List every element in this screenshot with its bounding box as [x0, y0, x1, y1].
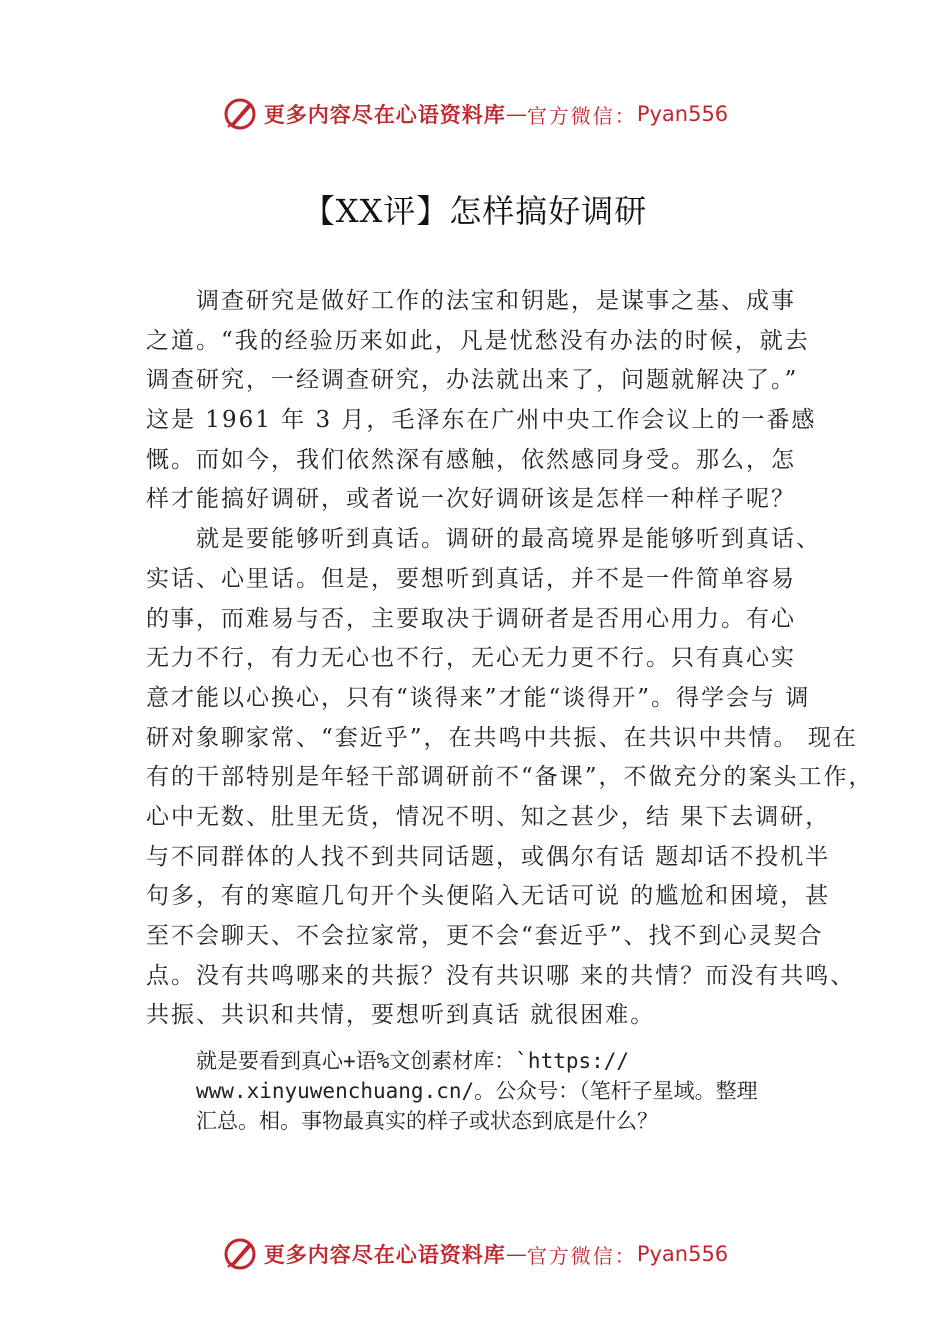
- footer-watermark: [0, 1236, 950, 1272]
- source-note: [146, 1046, 830, 1136]
- header-wechat-label: 官方微信：: [526, 103, 637, 128]
- quill-logo-icon: [222, 1236, 258, 1272]
- body-line: 点。没有共鸣哪来的共振？没有共识哪 来的共情？而没有共鸣、: [146, 962, 856, 989]
- mono-line: 汇总。相。事物最真实的样子或状态到底是什么？: [196, 1109, 658, 1134]
- footer-brand: 更多内容尽在心语资料库: [263, 1242, 506, 1267]
- document-title: 【XX评】怎样搞好调研: [302, 192, 648, 230]
- mono-line: www.xinyuwenchuang.cn/。公众号：（笔杆子星域。整理: [196, 1079, 758, 1104]
- body-line: 与不同群体的人找不到共同话题，或偶尔有话 题却话不投机半: [146, 843, 831, 870]
- body-line: 就是要能够听到真话。调研的最高境界是能够听到真话、: [196, 526, 821, 553]
- body-line: 调查研究是做好工作的法宝和钥匙，是谋事之基、成事: [196, 288, 796, 314]
- footer-separator: —: [505, 1242, 527, 1266]
- header-watermark: [0, 96, 950, 132]
- footer-wechat-label: 官方微信：: [526, 1243, 637, 1268]
- body-line: 实话、心里话。但是，要想听到真话，并不是一件简单容易: [146, 565, 796, 592]
- footer-handle: Pyan556: [636, 1242, 729, 1266]
- header-brand: 更多内容尽在心语资料库: [263, 102, 506, 127]
- quill-logo-icon: [222, 96, 258, 132]
- body-line: 句多，有的寒暄几句开个头便陷入无话可说 的尴尬和困境，甚: [146, 883, 831, 910]
- body-line: 研对象聊家常、“套近乎”，在共鸣中共振、在共识中共情。 现在: [146, 724, 858, 751]
- body-line: 调查研究，一经调查研究，办法就出来了，问题就解决了。”: [146, 367, 799, 394]
- body-line: 无力不行，有力无心也不行，无心无力更不行。只有真心实: [146, 645, 796, 672]
- body-line: 之道。“我的经验历来如此，凡是忧愁没有办法的时候，就去: [146, 327, 810, 354]
- body-line: 至不会聊天、不会拉家常，更不会“套近乎”、找不到心灵契合: [146, 923, 824, 949]
- header-handle: Pyan556: [636, 102, 729, 126]
- mono-line: 就是要看到真心+语%文创素材库：`https://: [196, 1049, 630, 1074]
- body-line: 样才能搞好调研，或者说一次好调研该是怎样一种样子呢？: [146, 486, 796, 513]
- header-separator: —: [505, 102, 527, 126]
- document-body: [146, 282, 874, 1136]
- body-line: 意才能以心换心，只有“谈得来”才能“谈得开”。得学会与 调: [146, 684, 811, 711]
- body-line: 这是 1961 年 3 月，毛泽东在广州中央工作会议上的一番感: [146, 407, 817, 434]
- body-line: 心中无数、肚里无货，情况不明、知之甚少，结 果下去调研，: [146, 803, 831, 830]
- body-line: 有的干部特别是年轻干部调研前不“备课”，不做充分的案头工作，: [146, 764, 874, 791]
- body-line: 慨。而如今，我们依然深有感触，依然感同身受。那么，怎: [146, 446, 796, 473]
- body-line: 的事，而难易与否，主要取决于调研者是否用心用力。有心: [146, 605, 796, 632]
- body-line: 共振、共识和共情，要想听到真话 就很困难。: [146, 1002, 656, 1029]
